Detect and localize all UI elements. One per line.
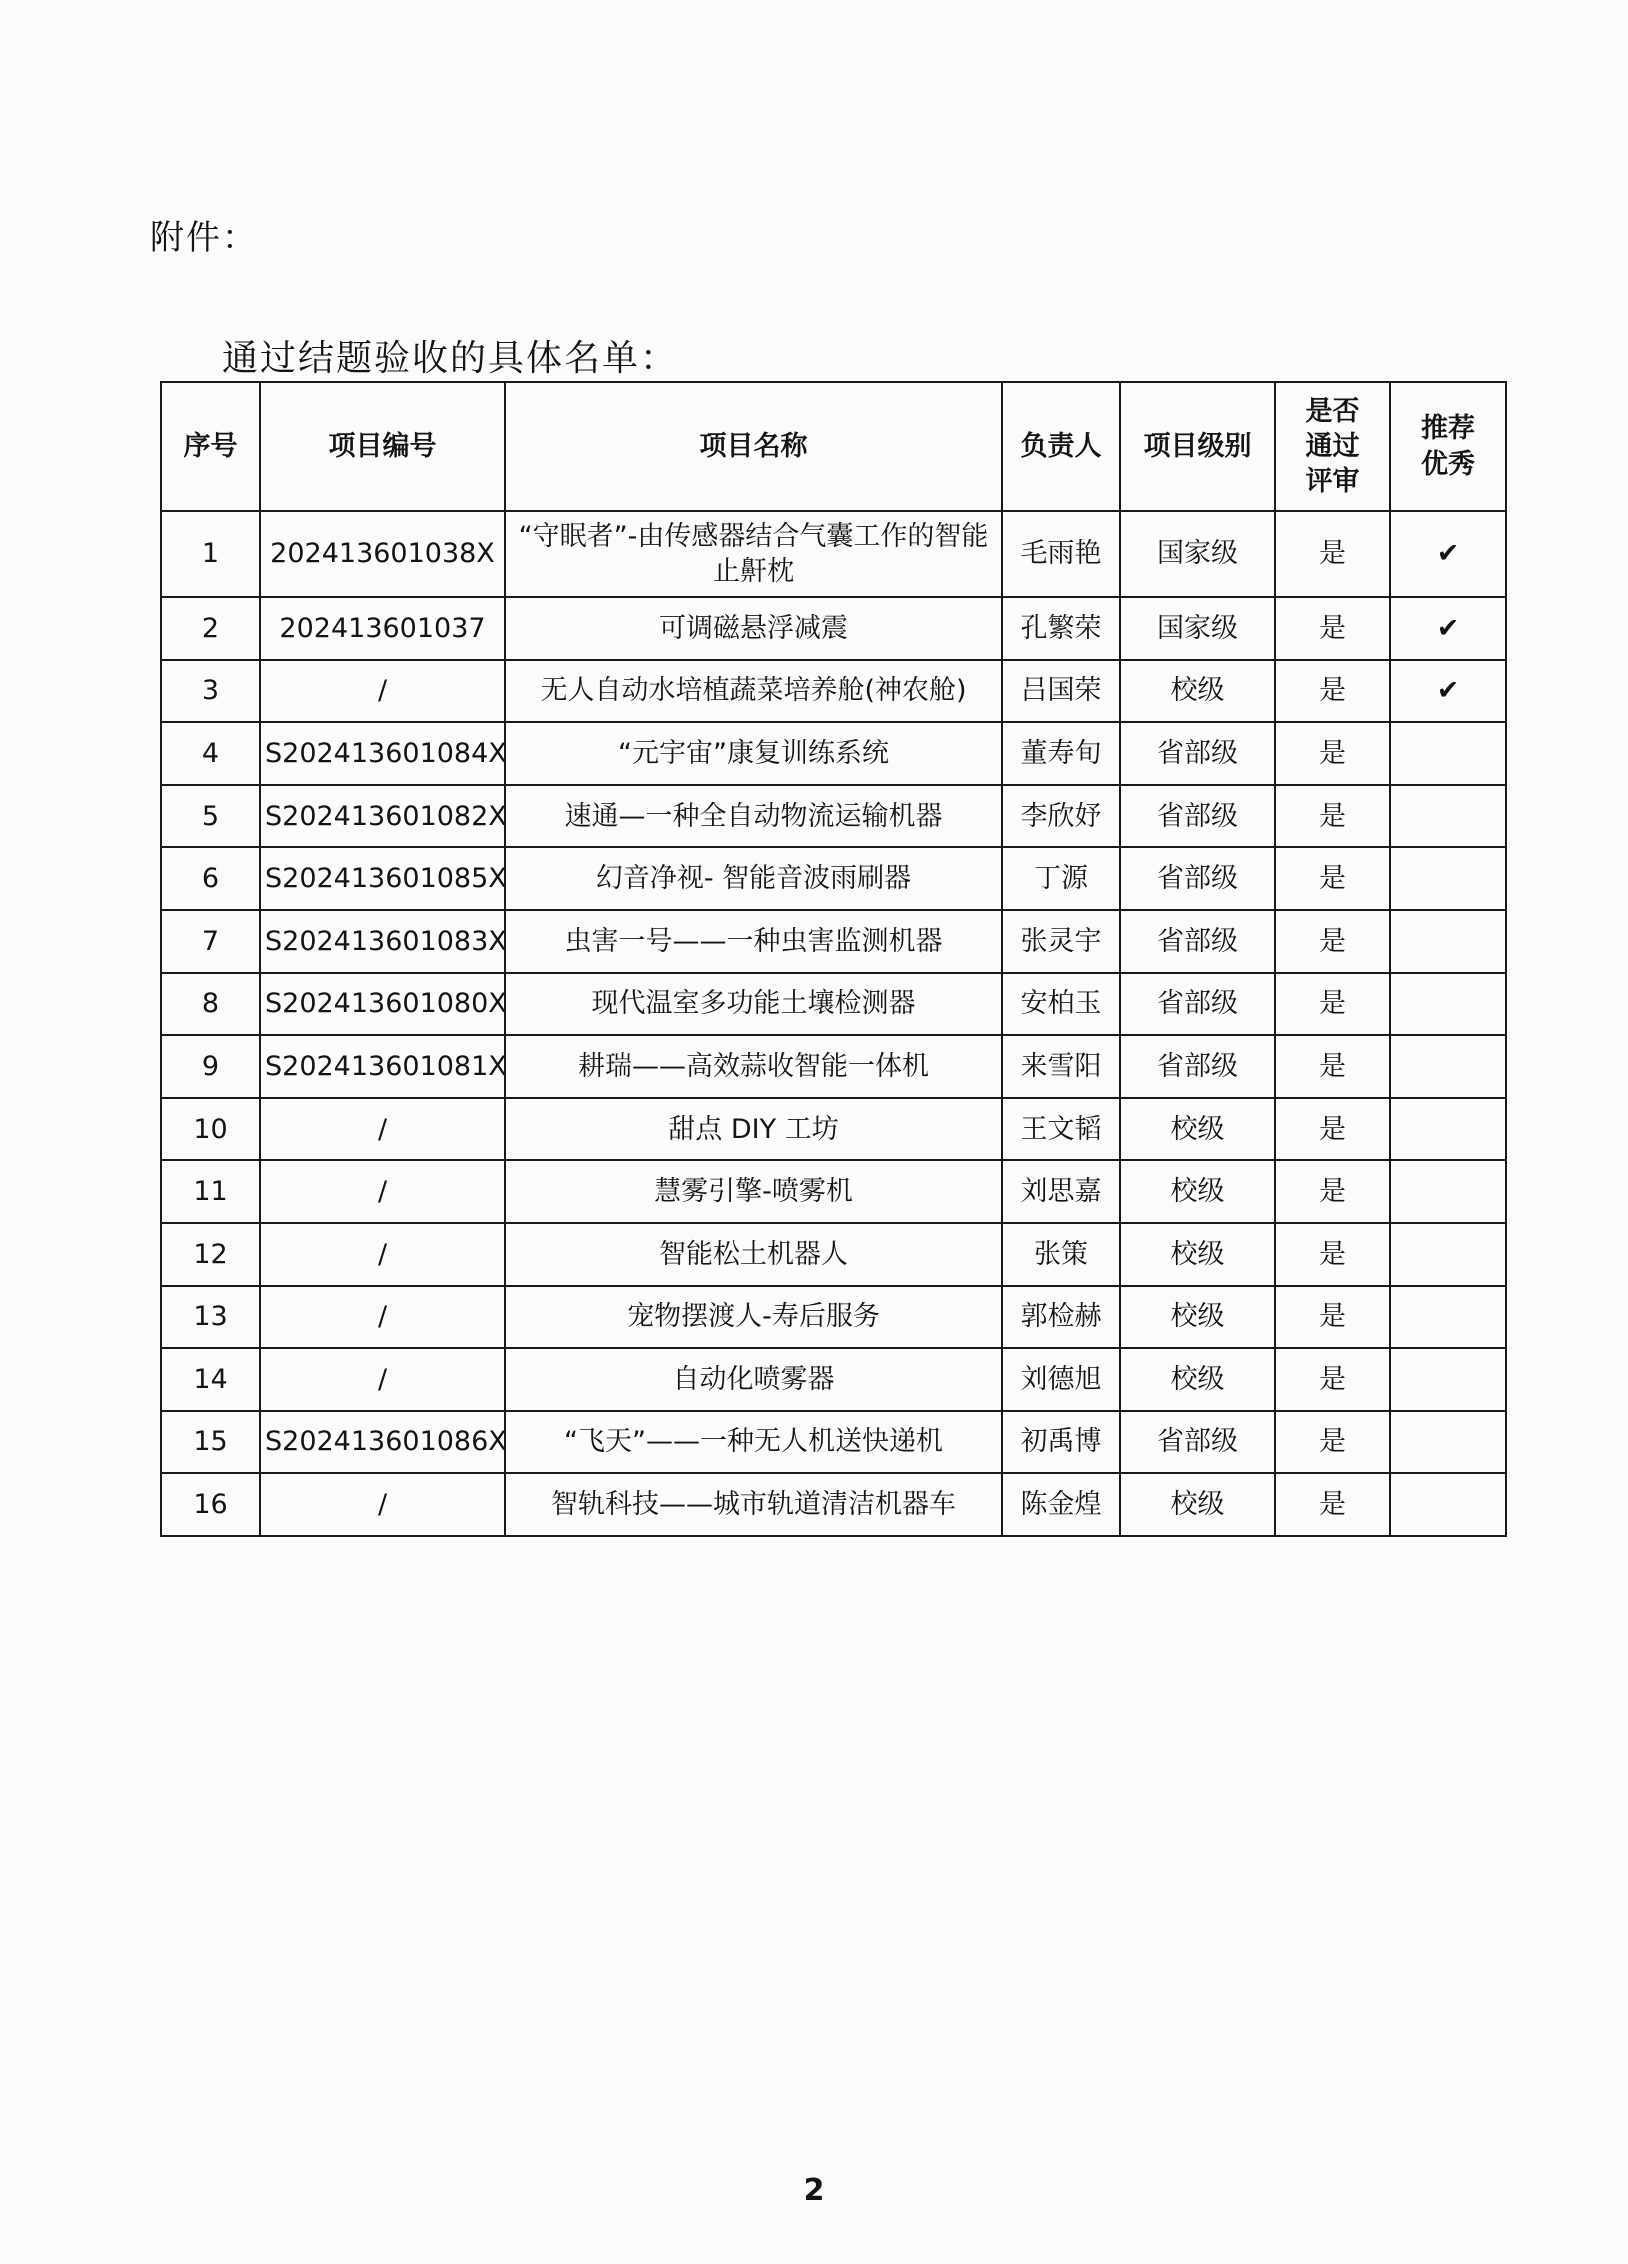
cell-level: 省部级 [1120, 1411, 1275, 1474]
recommend-check-icon [1390, 785, 1506, 848]
recommend-check-icon [1390, 847, 1506, 910]
attachment-label: 附件： [150, 218, 258, 258]
recommend-check-icon [1390, 722, 1506, 785]
cell-seq: 5 [161, 785, 260, 848]
cell-level: 校级 [1120, 1286, 1275, 1349]
cell-name: “守眠者”-由传感器结合气囊工作的智能止鼾枕 [505, 511, 1002, 597]
page-number: 2 [803, 2173, 825, 2208]
cell-passed: 是 [1275, 847, 1390, 910]
recommend-check-icon [1390, 910, 1506, 973]
table-row [161, 511, 1506, 597]
table-row [161, 1286, 1506, 1349]
cell-seq: 9 [161, 1035, 260, 1098]
cell-level: 校级 [1120, 660, 1275, 723]
cell-passed: 是 [1275, 910, 1390, 973]
cell-seq: 1 [161, 511, 260, 597]
cell-seq: 15 [161, 1411, 260, 1474]
table-row [161, 1035, 1506, 1098]
cell-name: 智能松土机器人 [505, 1223, 1002, 1286]
cell-level: 省部级 [1120, 785, 1275, 848]
cell-name: 自动化喷雾器 [505, 1348, 1002, 1411]
table-row [161, 1411, 1506, 1474]
cell-passed: 是 [1275, 1160, 1390, 1223]
recommend-check-icon [1390, 1223, 1506, 1286]
recommend-check-icon: ✔ [1390, 511, 1506, 597]
cell-leader: 陈金煌 [1002, 1473, 1120, 1536]
cell-level: 省部级 [1120, 910, 1275, 973]
cell-passed: 是 [1275, 1473, 1390, 1536]
cell-code: / [260, 1473, 505, 1536]
cell-level: 校级 [1120, 1098, 1275, 1161]
cell-level: 省部级 [1120, 973, 1275, 1036]
cell-level: 省部级 [1120, 722, 1275, 785]
recommend-check-icon [1390, 1160, 1506, 1223]
cell-code: S202413601084X [260, 722, 505, 785]
cell-passed: 是 [1275, 1411, 1390, 1474]
cell-leader: 刘德旭 [1002, 1348, 1120, 1411]
table-row [161, 1223, 1506, 1286]
cell-code: / [260, 1223, 505, 1286]
table-body [161, 511, 1506, 1536]
cell-name: 现代温室多功能土壤检测器 [505, 973, 1002, 1036]
header-name: 项目名称 [505, 382, 1002, 511]
cell-passed: 是 [1275, 660, 1390, 723]
recommend-check-icon: ✔ [1390, 660, 1506, 723]
cell-leader: 王文韬 [1002, 1098, 1120, 1161]
cell-name: 甜点 DIY 工坊 [505, 1098, 1002, 1161]
recommend-check-icon: ✔ [1390, 597, 1506, 660]
cell-level: 国家级 [1120, 511, 1275, 597]
cell-code: / [260, 1348, 505, 1411]
cell-leader: 吕国荣 [1002, 660, 1120, 723]
cell-code: S202413601081X [260, 1035, 505, 1098]
table-header-row [161, 382, 1506, 511]
cell-level: 校级 [1120, 1223, 1275, 1286]
cell-leader: 李欣妤 [1002, 785, 1120, 848]
recommend-check-icon [1390, 1035, 1506, 1098]
cell-seq: 16 [161, 1473, 260, 1536]
cell-name: 可调磁悬浮减震 [505, 597, 1002, 660]
cell-seq: 14 [161, 1348, 260, 1411]
cell-code: S202413601082X [260, 785, 505, 848]
table-row [161, 1473, 1506, 1536]
cell-leader: 刘思嘉 [1002, 1160, 1120, 1223]
table-row [161, 597, 1506, 660]
cell-seq: 4 [161, 722, 260, 785]
cell-name: 慧雾引擎-喷雾机 [505, 1160, 1002, 1223]
header-seq: 序号 [161, 382, 260, 511]
cell-level: 校级 [1120, 1348, 1275, 1411]
cell-leader: 董寿旬 [1002, 722, 1120, 785]
cell-name: 速通—一种全自动物流运输机器 [505, 785, 1002, 848]
table-row [161, 1160, 1506, 1223]
cell-seq: 13 [161, 1286, 260, 1349]
cell-code: / [260, 660, 505, 723]
cell-leader: 初禹博 [1002, 1411, 1120, 1474]
header-code: 项目编号 [260, 382, 505, 511]
cell-passed: 是 [1275, 973, 1390, 1036]
cell-level: 校级 [1120, 1160, 1275, 1223]
table-row [161, 973, 1506, 1036]
cell-name: 宠物摆渡人-寿后服务 [505, 1286, 1002, 1349]
cell-name: 智轨科技——城市轨道清洁机器车 [505, 1473, 1002, 1536]
cell-code: / [260, 1286, 505, 1349]
cell-passed: 是 [1275, 597, 1390, 660]
cell-name: “元宇宙”康复训练系统 [505, 722, 1002, 785]
header-passed: 是否通过评审 [1275, 382, 1390, 511]
cell-code: / [260, 1160, 505, 1223]
cell-name: “飞天”——一种无人机送快递机 [505, 1411, 1002, 1474]
cell-level: 省部级 [1120, 1035, 1275, 1098]
cell-seq: 10 [161, 1098, 260, 1161]
recommend-check-icon [1390, 1348, 1506, 1411]
table-row [161, 722, 1506, 785]
cell-leader: 孔繁荣 [1002, 597, 1120, 660]
cell-seq: 3 [161, 660, 260, 723]
cell-leader: 张灵宇 [1002, 910, 1120, 973]
recommend-check-icon [1390, 1286, 1506, 1349]
table-row [161, 1098, 1506, 1161]
cell-name: 虫害一号——一种虫害监测机器 [505, 910, 1002, 973]
cell-seq: 2 [161, 597, 260, 660]
table-row [161, 1348, 1506, 1411]
recommend-check-icon [1390, 973, 1506, 1036]
project-list-table [160, 381, 1507, 1537]
cell-leader: 郭检赫 [1002, 1286, 1120, 1349]
cell-level: 省部级 [1120, 847, 1275, 910]
cell-seq: 12 [161, 1223, 260, 1286]
list-title: 通过结题验收的具体名单： [222, 338, 679, 379]
cell-seq: 8 [161, 973, 260, 1036]
table-row [161, 785, 1506, 848]
cell-code: S202413601083X [260, 910, 505, 973]
cell-level: 校级 [1120, 1473, 1275, 1536]
cell-leader: 安柏玉 [1002, 973, 1120, 1036]
cell-code: S202413601085X [260, 847, 505, 910]
cell-seq: 7 [161, 910, 260, 973]
cell-seq: 6 [161, 847, 260, 910]
table-row [161, 847, 1506, 910]
cell-leader: 来雪阳 [1002, 1035, 1120, 1098]
header-recommend: 推荐优秀 [1390, 382, 1506, 511]
cell-seq: 11 [161, 1160, 260, 1223]
cell-leader: 张策 [1002, 1223, 1120, 1286]
table-row [161, 910, 1506, 973]
cell-leader: 毛雨艳 [1002, 511, 1120, 597]
cell-passed: 是 [1275, 1223, 1390, 1286]
cell-code: / [260, 1098, 505, 1161]
recommend-check-icon [1390, 1411, 1506, 1474]
cell-code: S202413601086X [260, 1411, 505, 1474]
cell-code: 202413601037 [260, 597, 505, 660]
cell-level: 国家级 [1120, 597, 1275, 660]
header-level: 项目级别 [1120, 382, 1275, 511]
cell-passed: 是 [1275, 1098, 1390, 1161]
cell-name: 幻音净视- 智能音波雨刷器 [505, 847, 1002, 910]
header-leader: 负责人 [1002, 382, 1120, 511]
cell-name: 无人自动水培植蔬菜培养舱(神农舱) [505, 660, 1002, 723]
cell-code: S202413601080X [260, 973, 505, 1036]
recommend-check-icon [1390, 1473, 1506, 1536]
cell-leader: 丁源 [1002, 847, 1120, 910]
cell-passed: 是 [1275, 785, 1390, 848]
cell-passed: 是 [1275, 722, 1390, 785]
cell-name: 耕瑞——高效蒜收智能一体机 [505, 1035, 1002, 1098]
cell-code: 202413601038X [260, 511, 505, 597]
cell-passed: 是 [1275, 511, 1390, 597]
table-row [161, 660, 1506, 723]
cell-passed: 是 [1275, 1348, 1390, 1411]
recommend-check-icon [1390, 1098, 1506, 1161]
cell-passed: 是 [1275, 1286, 1390, 1349]
cell-passed: 是 [1275, 1035, 1390, 1098]
